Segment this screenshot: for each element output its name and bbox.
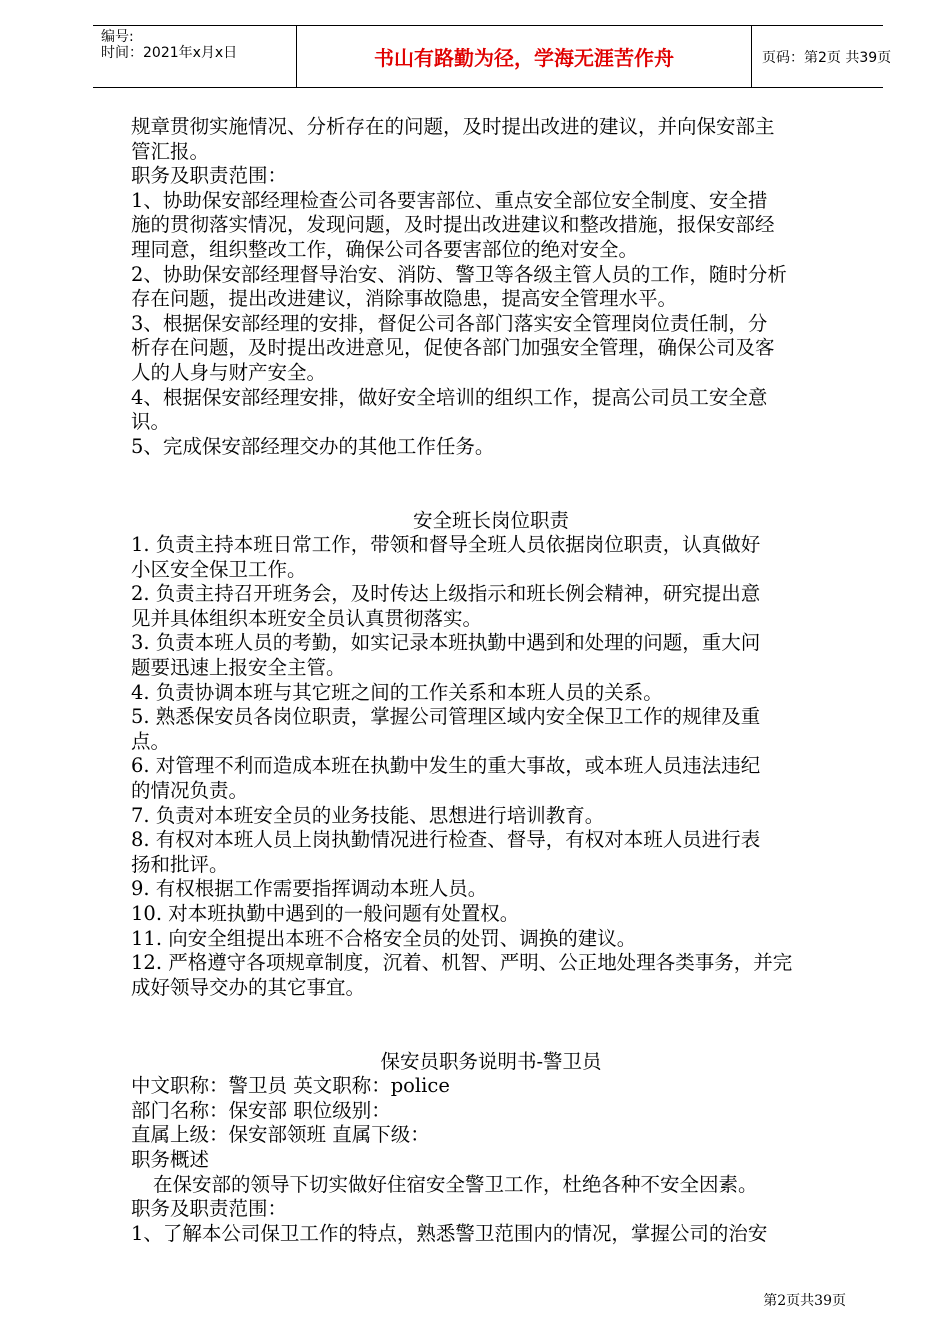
paragraph-line: 成好领导交办的其它事宜。 [131,975,366,999]
paragraph-line: 存在问题，提出改进建议，消除事故隐患，提高安全管理水平。 [131,287,678,311]
paragraph-line: 12. 严格遵守各项规章制度，沉着、机智、严明、公正地处理各类事务，并完 [131,951,793,975]
job-overview-text: 在保安部的领导下切实做好住宿安全警卫工作，杜绝各种不安全因素。 [153,1172,758,1196]
blank-line [131,459,851,484]
paragraph-line: 理同意，组织整改工作，确保公司各要害部位的绝对安全。 [131,237,639,261]
header-meta-cell [93,26,297,87]
paragraph-line: 1、了解本公司保卫工作的特点，熟悉警卫范围内的情况，掌握公司的治安 [131,1221,768,1245]
paragraph-line: 5. 熟悉保安员各岗位职责，掌握公司管理区域内安全保卫工作的规律及重 [131,705,761,729]
paragraph-line: 施的贯彻落实情况，发现问题，及时提出改进建议和整改措施，报保安部经 [131,213,775,237]
paragraph-line: 识。 [131,410,171,434]
paragraph-line: 职务及职责范围： [131,1197,288,1221]
paragraph-line: 10. 对本班执勤中遇到的一般问题有处置权。 [131,902,520,925]
paragraph-line: 4、根据保安部经理安排，做好安全培训的组织工作，提高公司员工安全意 [131,385,768,409]
paragraph-line: 部门名称：保安部 职位级别： [131,1098,391,1122]
page-header [93,25,892,88]
paragraph-line: 人的人身与财产安全。 [131,360,327,384]
paragraph-line: 小区安全保卫工作。 [131,557,307,581]
paragraph-line: 2、协助保安部经理督导治安、消防、警卫等各级主管人员的工作，随时分析 [131,262,787,286]
paragraph-line: 中文职称：警卫员 英文职称：police [131,1074,450,1098]
page-footer-number: 第2页共39页 [763,1293,846,1309]
paragraph-line: 管汇报。 [131,139,210,163]
paragraph-line: 见并具体组织本班安全员认真贯彻落实。 [131,606,483,630]
paragraph-line: 4. 负责协调本班与其它班之间的工作关系和本班人员的关系。 [131,680,663,704]
paragraph-line: 3、根据保安部经理的安排，督促公司各部门落实安全管理岗位责任制，分 [131,311,768,335]
document-number-label: 编号: [101,29,134,45]
paragraph-line: 7. 负责对本班安全员的业务技能、思想进行培训教育。 [131,803,605,827]
paragraph-line: 扬和批评。 [131,852,229,876]
header-motto-cell [297,26,752,87]
paragraph-line: 职务及职责范围： [131,164,288,188]
paragraph-line: 题要迅速上报安全主管。 [131,656,346,680]
paragraph-line: 2. 负责主持召开班务会，及时传达上级指示和班长例会精神，研究提出意 [131,582,761,606]
paragraph-line: 职务概述 [131,1147,210,1171]
blank-line [131,1000,851,1025]
paragraph-line: 11. 向安全组提出本班不合格安全员的处罚、调换的建议。 [131,926,637,950]
paragraph-line: 直属上级：保安部领班 直属下级： [131,1123,430,1147]
section-manager-duties [131,115,851,459]
header-motto: 书山有路勤为径，学海无涯苦作舟 [374,46,674,70]
header-page-cell [752,26,892,87]
blank-line [131,484,851,509]
section-guard-job-description [131,1050,851,1247]
paragraph-line: 规章贯彻实施情况、分析存在的问题，及时提出改进的建议，并向保安部主 [131,115,775,138]
document-body [131,115,851,1246]
blank-line [131,1025,851,1050]
paragraph-line: 3. 负责本班人员的考勤，如实记录本班执勤中遇到和处理的问题，重大问 [131,631,761,655]
paragraph-line: 点。 [131,729,171,753]
paragraph-line: 8. 有权对本班人员上岗执勤情况进行检查、督导，有权对本班人员进行表 [131,828,761,852]
paragraph-line: 9. 有权根据工作需要指挥调动本班人员。 [131,877,488,901]
paragraph-line: 6. 对管理不利而造成本班在执勤中发生的重大事故，或本班人员违法违纪 [131,754,761,778]
paragraph-line: 1、协助保安部经理检查公司各要害部位、重点安全部位安全制度、安全措 [131,188,768,212]
section-squad-leader [131,509,851,1001]
paragraph-line: 1. 负责主持本班日常工作，带领和督导全班人员依据岗位职责，认真做好 [131,533,761,557]
section-title: 保安员职务说明书-警卫员 [380,1049,602,1073]
document-time-label: 时间：2021年x月x日 [101,45,238,61]
header-page-number: 页码：第2页 共39页 [762,50,892,66]
paragraph-line: 5、完成保安部经理交办的其他工作任务。 [131,434,495,458]
section-title: 安全班长岗位职责 [412,508,569,532]
paragraph-line: 析存在问题，及时提出改进意见，促使各部门加强安全管理，确保公司及客 [131,336,775,360]
paragraph-line: 的情况负责。 [131,779,249,803]
